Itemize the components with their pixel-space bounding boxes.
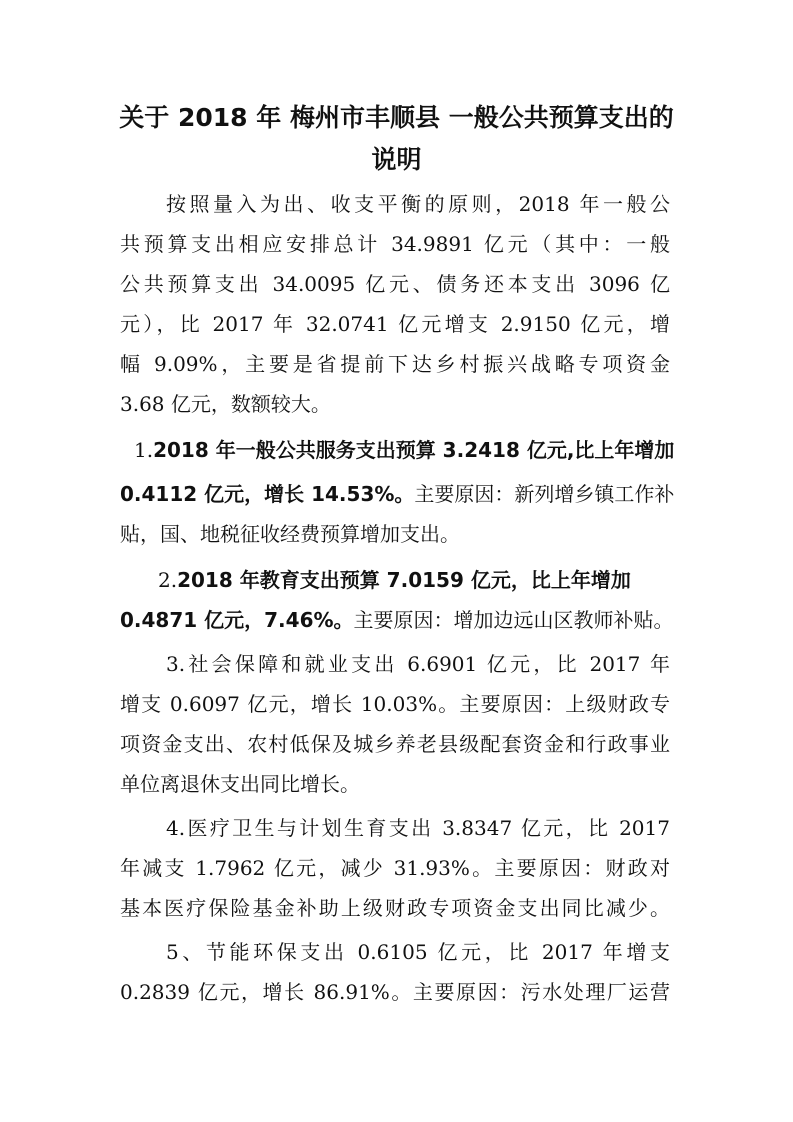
paragraph-line: 幅 9.09%，主要是省提前下达乡村振兴战略专项资金 <box>120 352 670 376</box>
item-heading-bold: 0.4871 亿元，7.46%。 <box>120 608 354 632</box>
paragraph-line: 贴，国、地税征收经费预算增加支出。 <box>120 522 460 546</box>
paragraph-line: 公共预算支出 34.0095 亿元、债务还本支出 3096 亿 <box>120 272 670 296</box>
paragraph-line: 共预算支出相应安排总计 34.9891 亿元（其中：一般 <box>120 232 670 256</box>
paragraph-line: 按照量入为出、收支平衡的原则，2018 年一般公 <box>166 192 670 216</box>
document-title-line-2: 说明 <box>371 145 422 174</box>
paragraph-line: 3.社会保障和就业支出 6.6901 亿元，比 2017 年 <box>166 652 670 676</box>
paragraph-line: 单位离退休支出同比增长。 <box>120 772 360 796</box>
paragraph-line: 0.2839 亿元，增长 86.91%。主要原因：污水处理厂运营 <box>120 980 670 1004</box>
paragraph-line: 4.医疗卫生与计划生育支出 3.8347 亿元，比 2017 <box>166 816 670 840</box>
item-heading-bold: 2018 年一般公共服务支出预算 3.2418 亿元,比上年增加 <box>153 438 675 462</box>
paragraph-line <box>120 476 675 512</box>
document-title-line-1: 关于 2018 年 梅州市丰顺县 一般公共预算支出的 <box>119 103 674 132</box>
item-number: 2. <box>158 568 178 592</box>
item-reason-text: 主要原因：新列增乡镇工作补 <box>414 482 675 506</box>
paragraph-line: 5、节能环保支出 0.6105 亿元，比 2017 年增支 <box>166 940 670 964</box>
paragraph-line: 元），比 2017 年 32.0741 亿元增支 2.9150 亿元，增 <box>120 312 670 336</box>
paragraph-line: 项资金支出、农村低保及城乡养老县级配套资金和行政事业 <box>120 732 670 756</box>
item-reason-text: 主要原因：增加边远山区教师补贴。 <box>353 608 674 632</box>
item-number: 1. <box>134 438 154 462</box>
item-heading-bold: 0.4112 亿元，增长 14.53%。 <box>120 482 415 506</box>
paragraph-line: 年减支 1.7962 亿元，减少 31.93%。主要原因：财政对 <box>120 856 670 880</box>
paragraph-line: 基本医疗保险基金补助上级财政专项资金支出同比减少。 <box>120 896 670 920</box>
paragraph-line: 3.68 亿元，数额较大。 <box>120 392 331 416</box>
paragraph-line: 增支 0.6097 亿元，增长 10.03%。主要原因：上级财政专 <box>120 692 670 716</box>
item-heading-line <box>158 562 670 598</box>
item-heading-bold: 2018 年教育支出预算 7.0159 亿元，比上年增加 <box>177 568 631 592</box>
paragraph-line <box>120 602 674 638</box>
item-heading-line <box>134 432 675 468</box>
